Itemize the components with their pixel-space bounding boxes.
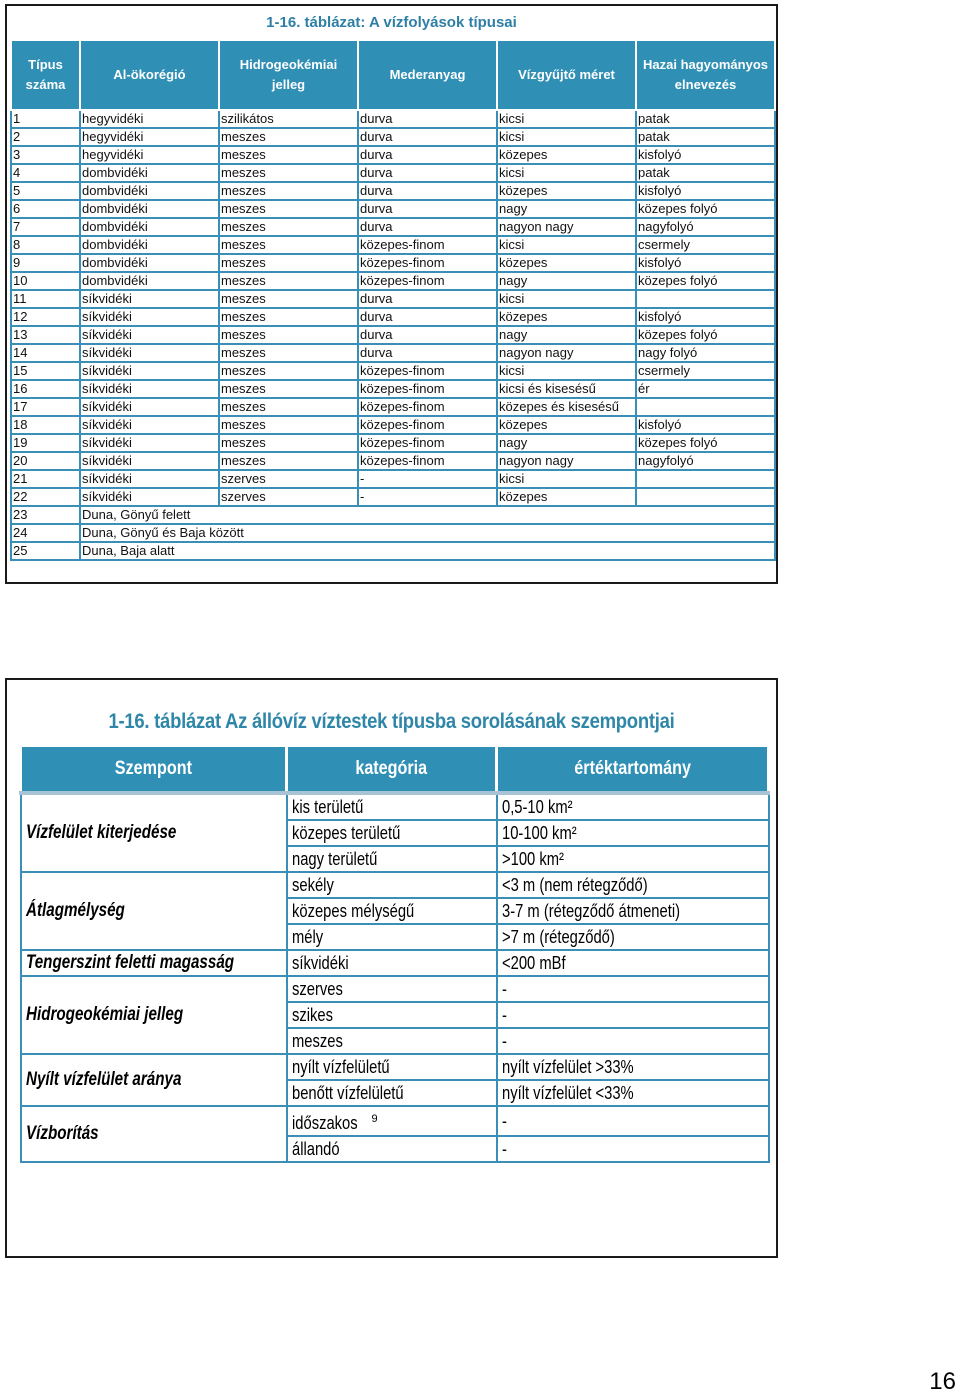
river-types-table <box>10 39 776 561</box>
table2-title: 1-16. táblázat Az állóvíz víztestek típusba sorolásának szempontjai <box>108 710 675 733</box>
category-cell <box>287 820 497 846</box>
table-cell: kisfolyó <box>636 416 775 434</box>
range-cell <box>497 846 769 872</box>
table-cell: 20 <box>11 452 80 470</box>
table-cell: kicsi <box>497 128 636 146</box>
table-row <box>11 362 775 380</box>
table-row <box>11 254 775 272</box>
table-cell: 8 <box>11 236 80 254</box>
table-cell: hegyvidéki <box>80 128 219 146</box>
table-row <box>11 236 775 254</box>
table-row <box>11 146 775 164</box>
table-row <box>11 452 775 470</box>
table-cell: 7 <box>11 218 80 236</box>
table-cell: meszes <box>219 164 358 182</box>
table-cell: meszes <box>219 326 358 344</box>
table-cell: nagy <box>497 272 636 290</box>
slide-river-types <box>5 4 778 584</box>
table-cell: közepes folyó <box>636 200 775 218</box>
category-cell <box>287 793 497 820</box>
table-cell: 6 <box>11 200 80 218</box>
aspect-label: Nyílt vízfelület aránya <box>25 1069 181 1090</box>
table-cell <box>636 398 775 416</box>
table-cell: szerves <box>219 470 358 488</box>
range-cell <box>497 820 769 846</box>
slide-lake-typology <box>5 678 778 1258</box>
table-cell: durva <box>358 146 497 164</box>
table-cell: patak <box>636 164 775 182</box>
category-cell <box>287 976 497 1002</box>
range-cell <box>497 1080 769 1106</box>
lake-criteria-table <box>19 747 770 1163</box>
category-label: kis területű <box>291 797 363 817</box>
range-label: 10-100 km² <box>501 823 577 843</box>
table-cell: 4 <box>11 164 80 182</box>
table-row <box>11 272 775 290</box>
table-cell: meszes <box>219 308 358 326</box>
category-cell <box>287 1106 497 1136</box>
table-cell: meszes <box>219 218 358 236</box>
table-cell: dombvidéki <box>80 182 219 200</box>
table-cell: meszes <box>219 236 358 254</box>
range-cell <box>497 1106 769 1136</box>
category-label: síkvidéki <box>291 953 349 973</box>
table-row <box>11 290 775 308</box>
range-cell <box>497 1028 769 1054</box>
table-cell: durva <box>358 164 497 182</box>
table-row <box>11 416 775 434</box>
range-label: - <box>501 1111 507 1131</box>
table-row <box>21 872 769 898</box>
aspect-cell <box>21 1106 287 1162</box>
table-cell: közepes-finom <box>358 254 497 272</box>
table-cell: csermely <box>636 236 775 254</box>
table1-header-cell: Vízgyűjtő méret <box>497 40 636 110</box>
table-cell: Duna, Gönyű és Baja között <box>80 524 775 542</box>
aspect-label: Vízfelület kiterjedése <box>25 822 176 843</box>
table-cell: durva <box>358 308 497 326</box>
range-label: <3 m (nem rétegződő) <box>501 875 648 895</box>
table-cell: meszes <box>219 200 358 218</box>
table-cell: 12 <box>11 308 80 326</box>
table-cell: közepes folyó <box>636 326 775 344</box>
category-cell <box>287 950 497 976</box>
table-cell: 13 <box>11 326 80 344</box>
table-cell: durva <box>358 182 497 200</box>
table-row <box>21 950 769 976</box>
category-label: meszes <box>291 1031 343 1051</box>
table2-header-cell <box>287 747 497 793</box>
table-cell: 3 <box>11 146 80 164</box>
range-cell <box>497 1002 769 1028</box>
table-cell: meszes <box>219 416 358 434</box>
table-cell: meszes <box>219 254 358 272</box>
table-row <box>11 200 775 218</box>
category-label: közepes területű <box>291 823 400 843</box>
table-cell: közepes-finom <box>358 452 497 470</box>
table-cell: szerves <box>219 488 358 506</box>
aspect-label: Hidrogeokémiai jelleg <box>25 1004 183 1025</box>
category-label: szikes <box>291 1005 333 1025</box>
table-cell: meszes <box>219 290 358 308</box>
table1-header-cell: Al-ökorégió <box>80 40 219 110</box>
table-row <box>11 308 775 326</box>
table-row <box>21 1106 769 1136</box>
table1-header-row <box>11 40 775 110</box>
table-row <box>21 976 769 1002</box>
table1-header-cell: Típus száma <box>11 40 80 110</box>
table-cell: nagyon nagy <box>497 218 636 236</box>
range-label: - <box>501 1139 507 1159</box>
table-cell: kicsi <box>497 470 636 488</box>
table-cell: dombvidéki <box>80 200 219 218</box>
table1-body <box>11 110 775 560</box>
table-cell: 19 <box>11 434 80 452</box>
category-label: közepes mélységű <box>291 901 414 921</box>
table-cell: durva <box>358 200 497 218</box>
range-label: - <box>501 1005 507 1025</box>
table-cell: dombvidéki <box>80 272 219 290</box>
range-label: <200 mBf <box>501 953 566 973</box>
table-row <box>11 344 775 362</box>
table-cell: közepes és kisesésű <box>497 398 636 416</box>
table-row <box>11 488 775 506</box>
range-label: nyílt vízfelület <33% <box>501 1083 634 1103</box>
table-cell: közepes-finom <box>358 416 497 434</box>
range-label: - <box>501 1031 507 1051</box>
aspect-label: Vízborítás <box>25 1123 99 1144</box>
table-cell: közepes <box>497 254 636 272</box>
table-cell: 1 <box>11 110 80 128</box>
category-cell <box>287 1028 497 1054</box>
table-cell: közepes-finom <box>358 236 497 254</box>
table-cell: meszes <box>219 452 358 470</box>
category-cell <box>287 1136 497 1162</box>
category-label: benőtt vízfelületű <box>291 1083 404 1103</box>
table-cell: 22 <box>11 488 80 506</box>
table-row <box>21 1054 769 1080</box>
category-label: időszakos <box>291 1113 358 1133</box>
table-cell: síkvidéki <box>80 470 219 488</box>
table-cell: 11 <box>11 290 80 308</box>
aspect-cell <box>21 950 287 976</box>
table-cell: közepes <box>497 488 636 506</box>
table-cell: közepes-finom <box>358 272 497 290</box>
category-label: szerves <box>291 979 343 999</box>
table2-header-row <box>21 747 769 793</box>
category-cell <box>287 1080 497 1106</box>
range-cell <box>497 1136 769 1162</box>
table-cell: kisfolyó <box>636 254 775 272</box>
table-cell: síkvidéki <box>80 452 219 470</box>
table-cell: 9 <box>11 254 80 272</box>
table-cell: kisfolyó <box>636 182 775 200</box>
table-cell <box>636 290 775 308</box>
table-cell: 15 <box>11 362 80 380</box>
table-cell: durva <box>358 326 497 344</box>
table-row <box>11 506 775 524</box>
table-cell: nagy folyó <box>636 344 775 362</box>
table-cell: - <box>358 488 497 506</box>
table-cell: hegyvidéki <box>80 146 219 164</box>
range-cell <box>497 872 769 898</box>
table-cell: kisfolyó <box>636 308 775 326</box>
table-cell: durva <box>358 290 497 308</box>
table-cell: nagy <box>497 434 636 452</box>
table-cell: nagyon nagy <box>497 344 636 362</box>
table-cell: 25 <box>11 542 80 560</box>
table-cell: síkvidéki <box>80 488 219 506</box>
category-label: állandó <box>291 1139 340 1159</box>
table-cell: meszes <box>219 398 358 416</box>
table-cell: 2 <box>11 128 80 146</box>
table-cell: kicsi <box>497 164 636 182</box>
table-cell: nagyfolyó <box>636 218 775 236</box>
table2-header-label: értéktartomány <box>574 758 691 779</box>
table-row <box>11 434 775 452</box>
table-cell <box>636 488 775 506</box>
table-cell: síkvidéki <box>80 434 219 452</box>
table-cell: közepes folyó <box>636 434 775 452</box>
category-cell <box>287 898 497 924</box>
range-label: - <box>501 979 507 999</box>
table-row <box>11 542 775 560</box>
table-cell: közepes-finom <box>358 362 497 380</box>
table-row <box>21 793 769 820</box>
table-cell: szilikátos <box>219 110 358 128</box>
table2-header-cell <box>21 747 287 793</box>
table-cell: meszes <box>219 434 358 452</box>
table-row <box>11 524 775 542</box>
table-cell: Duna, Gönyű felett <box>80 506 775 524</box>
table-cell: közepes-finom <box>358 434 497 452</box>
table-row <box>11 398 775 416</box>
range-label: >7 m (rétegződő) <box>501 927 615 947</box>
category-cell <box>287 1002 497 1028</box>
table1-title: 1-16. táblázat: A vízfolyások típusai <box>266 14 517 31</box>
category-label: nagy területű <box>291 849 377 869</box>
table-cell: meszes <box>219 182 358 200</box>
table-cell: meszes <box>219 128 358 146</box>
table-cell: 18 <box>11 416 80 434</box>
table-cell: 17 <box>11 398 80 416</box>
range-label: >100 km² <box>501 849 564 869</box>
table-row <box>11 380 775 398</box>
table-row <box>11 128 775 146</box>
table-cell: durva <box>358 128 497 146</box>
table-cell: nagy <box>497 200 636 218</box>
table-cell: ér <box>636 380 775 398</box>
range-label: 3-7 m (rétegződő átmeneti) <box>501 901 680 921</box>
table-row <box>11 326 775 344</box>
table-cell: - <box>358 470 497 488</box>
table-row <box>11 182 775 200</box>
table-cell: 14 <box>11 344 80 362</box>
aspect-cell <box>21 872 287 950</box>
table-cell: durva <box>358 344 497 362</box>
table-cell: nagy <box>497 326 636 344</box>
table-cell: közepes <box>497 416 636 434</box>
table-cell: dombvidéki <box>80 164 219 182</box>
range-label: nyílt vízfelület >33% <box>501 1057 634 1077</box>
table1-header-cell: Mederanyag <box>358 40 497 110</box>
table-cell: kicsi <box>497 290 636 308</box>
aspect-cell <box>21 793 287 872</box>
range-cell <box>497 898 769 924</box>
table-cell: hegyvidéki <box>80 110 219 128</box>
table-cell: durva <box>358 218 497 236</box>
table-cell: 16 <box>11 380 80 398</box>
table-cell: dombvidéki <box>80 218 219 236</box>
page-number: 16 <box>929 1368 956 1395</box>
table2-header-label: Szempont <box>114 758 193 779</box>
category-cell <box>287 1054 497 1080</box>
table2-header-label: kategória <box>355 758 428 779</box>
category-label: sekély <box>291 875 334 895</box>
table1-header-cell: Hidrogeokémiai jelleg <box>219 40 358 110</box>
category-cell <box>287 846 497 872</box>
category-cell <box>287 872 497 898</box>
table-row <box>11 110 775 128</box>
table-cell: meszes <box>219 362 358 380</box>
footnote-mark: 9 <box>371 1113 378 1125</box>
range-cell <box>497 976 769 1002</box>
table-row <box>11 470 775 488</box>
table-cell: 23 <box>11 506 80 524</box>
table-cell: közepes <box>497 146 636 164</box>
table-row <box>11 164 775 182</box>
table-cell: közepes folyó <box>636 272 775 290</box>
table2-body <box>21 793 769 1162</box>
aspect-cell <box>21 1054 287 1106</box>
table-cell: síkvidéki <box>80 344 219 362</box>
table-cell: síkvidéki <box>80 416 219 434</box>
aspect-cell <box>21 976 287 1054</box>
table-cell: meszes <box>219 146 358 164</box>
table-cell: nagyon nagy <box>497 452 636 470</box>
table-cell: kicsi <box>497 110 636 128</box>
table-cell: síkvidéki <box>80 290 219 308</box>
table-cell: kicsi és kisesésű <box>497 380 636 398</box>
table-cell: csermely <box>636 362 775 380</box>
table-cell: 10 <box>11 272 80 290</box>
category-label: nyílt vízfelületű <box>291 1057 390 1077</box>
table-cell: közepes <box>497 308 636 326</box>
category-label: mély <box>291 927 323 947</box>
table-cell: kicsi <box>497 236 636 254</box>
range-cell <box>497 793 769 820</box>
table-cell: dombvidéki <box>80 236 219 254</box>
table-cell: közepes-finom <box>358 398 497 416</box>
table-cell: síkvidéki <box>80 362 219 380</box>
table-cell: meszes <box>219 380 358 398</box>
table-row <box>11 218 775 236</box>
table-cell <box>636 470 775 488</box>
table-cell: 21 <box>11 470 80 488</box>
table-cell: dombvidéki <box>80 254 219 272</box>
range-cell <box>497 1054 769 1080</box>
table-cell: 5 <box>11 182 80 200</box>
table-cell: közepes-finom <box>358 380 497 398</box>
table-cell: patak <box>636 128 775 146</box>
range-label: 0,5-10 km² <box>501 797 573 817</box>
table-cell: síkvidéki <box>80 380 219 398</box>
table-cell: közepes <box>497 182 636 200</box>
table-cell: nagyfolyó <box>636 452 775 470</box>
category-cell <box>287 924 497 950</box>
table-cell: kisfolyó <box>636 146 775 164</box>
table2-header-cell <box>497 747 769 793</box>
table1-header-cell: Hazai hagyományos elnevezés <box>636 40 775 110</box>
table-cell: 24 <box>11 524 80 542</box>
range-cell <box>497 950 769 976</box>
table-cell: síkvidéki <box>80 308 219 326</box>
table-cell: síkvidéki <box>80 326 219 344</box>
table-cell: durva <box>358 110 497 128</box>
table-cell: kicsi <box>497 362 636 380</box>
table-cell: Duna, Baja alatt <box>80 542 775 560</box>
table-cell: síkvidéki <box>80 398 219 416</box>
aspect-label: Tengerszint feletti magasság <box>25 952 234 973</box>
range-cell <box>497 924 769 950</box>
table-cell: meszes <box>219 272 358 290</box>
aspect-label: Átlagmélység <box>25 900 125 921</box>
table-cell: meszes <box>219 344 358 362</box>
table-cell: patak <box>636 110 775 128</box>
